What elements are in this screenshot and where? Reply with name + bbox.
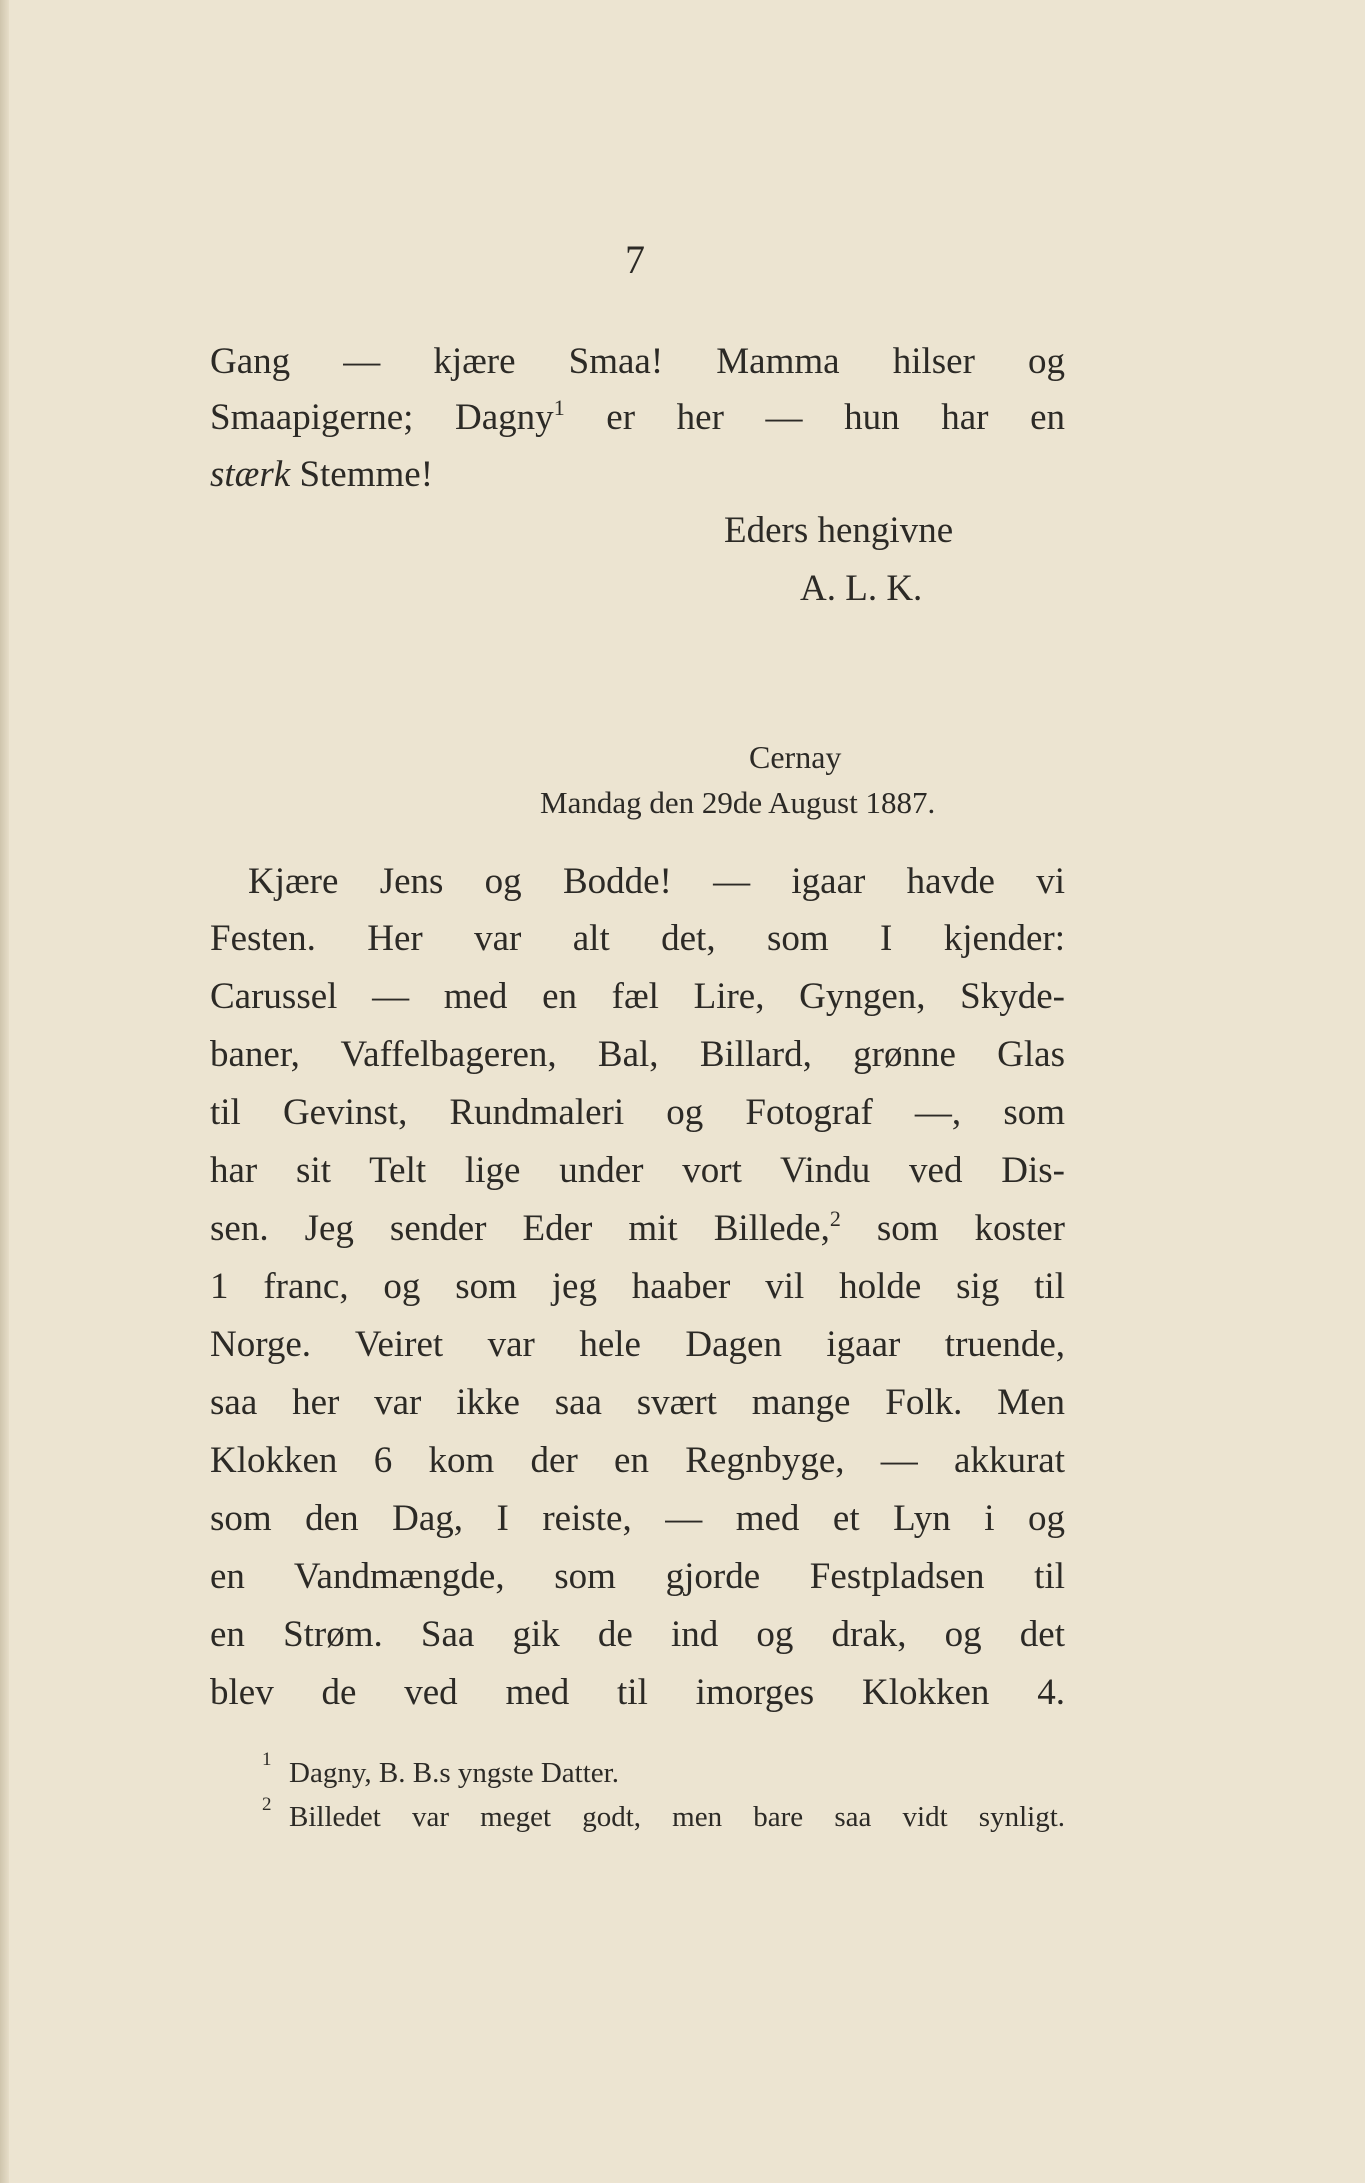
letter-place: Cernay	[749, 739, 842, 775]
text-segment: som koster	[840, 1208, 1065, 1249]
emphasis-word: stærk	[210, 454, 291, 495]
footnote-reference: 2	[829, 1206, 841, 1231]
text-line: til Gevinst, Rundmaleri og Fotograf —, som	[210, 1092, 1065, 1133]
footnote-marker: 2	[262, 1794, 272, 1815]
text-line: saa her var ikke saa svært mange Folk. Men	[210, 1382, 1065, 1423]
text-line: har sit Telt lige under vort Vindu ved Dis-	[210, 1150, 1065, 1191]
text-line: Festen. Her var alt det, som I kjender:	[210, 918, 1065, 959]
page-number: 7	[625, 237, 645, 282]
text-line: Kjære Jens og Bodde! — igaar havde vi	[248, 861, 1065, 902]
footnote-text: Dagny, B. B.s yngste Datter.	[289, 1757, 619, 1789]
text-line: Gang — kjære Smaa! Mamma hilser og	[210, 341, 1065, 382]
text-line: Klokken 6 kom der en Regnbyge, — akkurat	[210, 1440, 1065, 1481]
text-line: som den Dag, I reiste, — med et Lyn i og	[210, 1498, 1065, 1539]
footnote-text: Billedet var meget godt, men bare saa vidt synligt.	[289, 1801, 1065, 1833]
text-segment: er her — hun har en	[564, 397, 1065, 438]
footnote-marker: 1	[262, 1749, 272, 1770]
footnote-reference: 1	[553, 395, 565, 420]
text-segment: Smaapigerne; Dagny	[210, 397, 554, 438]
text-segment: Stemme!	[290, 454, 434, 495]
text-line: en Vandmængde, som gjorde Festpladsen til	[210, 1556, 1065, 1597]
text-line	[210, 456, 1065, 493]
text-line	[210, 1206, 1065, 1249]
text-line: Norge. Veiret var hele Dagen igaar truende,	[210, 1324, 1065, 1365]
text-line: Carussel — med en fæl Lire, Gyngen, Skyde-	[210, 976, 1065, 1017]
text-line: baner, Vaffelbageren, Bal, Billard, grønne Glas	[210, 1034, 1065, 1075]
page-edge	[0, 0, 9, 2183]
text-line	[210, 395, 1065, 438]
text-line: 1 franc, og som jeg haaber vil holde sig til	[210, 1266, 1065, 1307]
letter-signature: A. L. K.	[800, 568, 923, 609]
text-line: blev de ved med til imorges Klokken 4.	[210, 1672, 1065, 1713]
letter-date: Mandag den 29de August 1887.	[540, 785, 936, 820]
letter-closing: Eders hengivne	[724, 510, 954, 551]
text-line: en Strøm. Saa gik de ind og drak, og det	[210, 1614, 1065, 1655]
text-segment: sen. Jeg sender Eder mit Billede,	[210, 1208, 830, 1249]
